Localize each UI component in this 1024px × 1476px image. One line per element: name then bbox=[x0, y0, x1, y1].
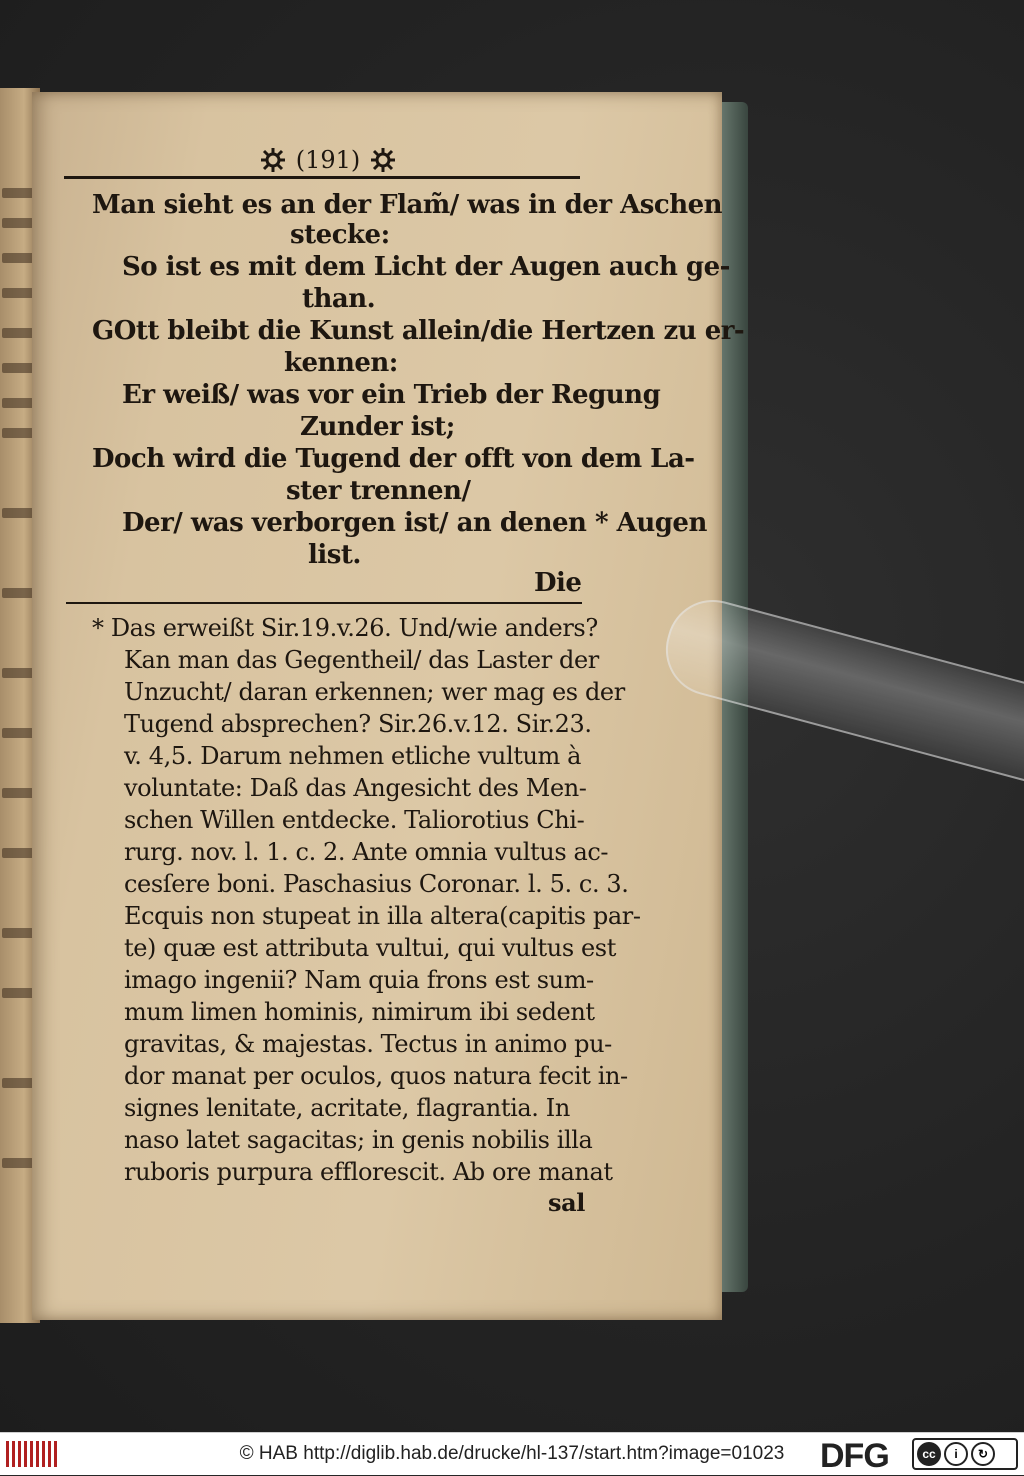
verse-line: So ist es mit dem Licht der Augen auch ge- bbox=[122, 252, 730, 282]
catchword: Die bbox=[534, 568, 582, 598]
cc-icon: cc bbox=[917, 1442, 941, 1466]
note-line: voluntate: Daß das Angesicht des Men- bbox=[124, 774, 587, 802]
note-line: naso latet sagacitas; in genis nobilis illa bbox=[124, 1126, 593, 1154]
footnote-rule bbox=[66, 602, 582, 604]
verse-line: GOtt bleibt die Kunst allein/die Hertzen zu er- bbox=[92, 316, 745, 346]
verse-line: Man sieht es an der Flam̃/ was in der Aschen bbox=[92, 190, 723, 220]
verse-line: Der/ was verborgen ist/ an denen * Augen bbox=[122, 508, 707, 538]
ornament-icon bbox=[260, 147, 286, 173]
source-credit-link[interactable]: © HAB http://diglib.hab.de/drucke/hl-137/start.htm?image=01023 bbox=[239, 1443, 785, 1464]
verse-line: Er weiß/ was vor ein Trieb der Regung bbox=[122, 380, 661, 410]
note-line: signes lenitate, acritate, flagrantia. In bbox=[124, 1094, 570, 1122]
note-line: cesſere boni. Paschasius Coronar. l. 5. c. 3. bbox=[124, 870, 629, 898]
verse-line: than. bbox=[302, 284, 376, 314]
note-line: Tugend absprechen? Sir.26.v.12. Sir.23. bbox=[124, 710, 592, 738]
note-line: imago ingenii? Nam quia frons est sum- bbox=[124, 966, 594, 994]
page-header bbox=[248, 140, 408, 180]
note-line: Kan man das Gegentheil/ das Laster der bbox=[124, 646, 599, 674]
note-line: ruboris purpura efflorescit. Ab ore manat bbox=[124, 1158, 613, 1186]
note-line: gravitas, & majestas. Tectus in animo pu- bbox=[124, 1030, 612, 1058]
dfg-logo: DFG bbox=[820, 1437, 889, 1475]
verse-line: Doch wird die Tugend der offt von dem La- bbox=[92, 444, 695, 474]
cc-license-badge[interactable] bbox=[912, 1438, 1018, 1470]
verse-line: ster trennen/ bbox=[286, 476, 471, 506]
note-line: Unzucht/ daran erkennen; wer mag es der bbox=[124, 678, 625, 706]
header-rule bbox=[64, 176, 580, 179]
verse-line: list. bbox=[308, 540, 361, 570]
page-number: (191) bbox=[295, 146, 361, 174]
note-line: te) quæ est attributa vultui, qui vultus est bbox=[124, 934, 616, 962]
verse-line: kennen: bbox=[284, 348, 398, 378]
note-line: * Das erweißt Sir.19.v.26. Und/wie anders? bbox=[92, 614, 598, 642]
note-line: rurg. nov. l. 1. c. 2. Ante omnia vultus ac- bbox=[124, 838, 609, 866]
sa-icon: ↻ bbox=[971, 1442, 995, 1466]
note-line: dor manat per oculos, quos natura fecit in- bbox=[124, 1062, 628, 1090]
note-catchword: sal bbox=[548, 1188, 585, 1217]
note-line: schen Willen entdecke. Taliorotius Chi- bbox=[124, 806, 585, 834]
verse-line: Zunder ist; bbox=[300, 412, 455, 442]
ornament-icon bbox=[370, 147, 396, 173]
note-line: mum limen hominis, nimirum ibi sedent bbox=[124, 998, 595, 1026]
verse-line: stecke: bbox=[290, 220, 390, 250]
footer-bar bbox=[0, 1432, 1024, 1475]
note-line: Ecquis non stupeat in illa altera(capitis par- bbox=[124, 902, 641, 930]
by-icon: i bbox=[944, 1442, 968, 1466]
note-line: v. 4,5. Darum nehmen etliche vultum à bbox=[124, 742, 582, 770]
